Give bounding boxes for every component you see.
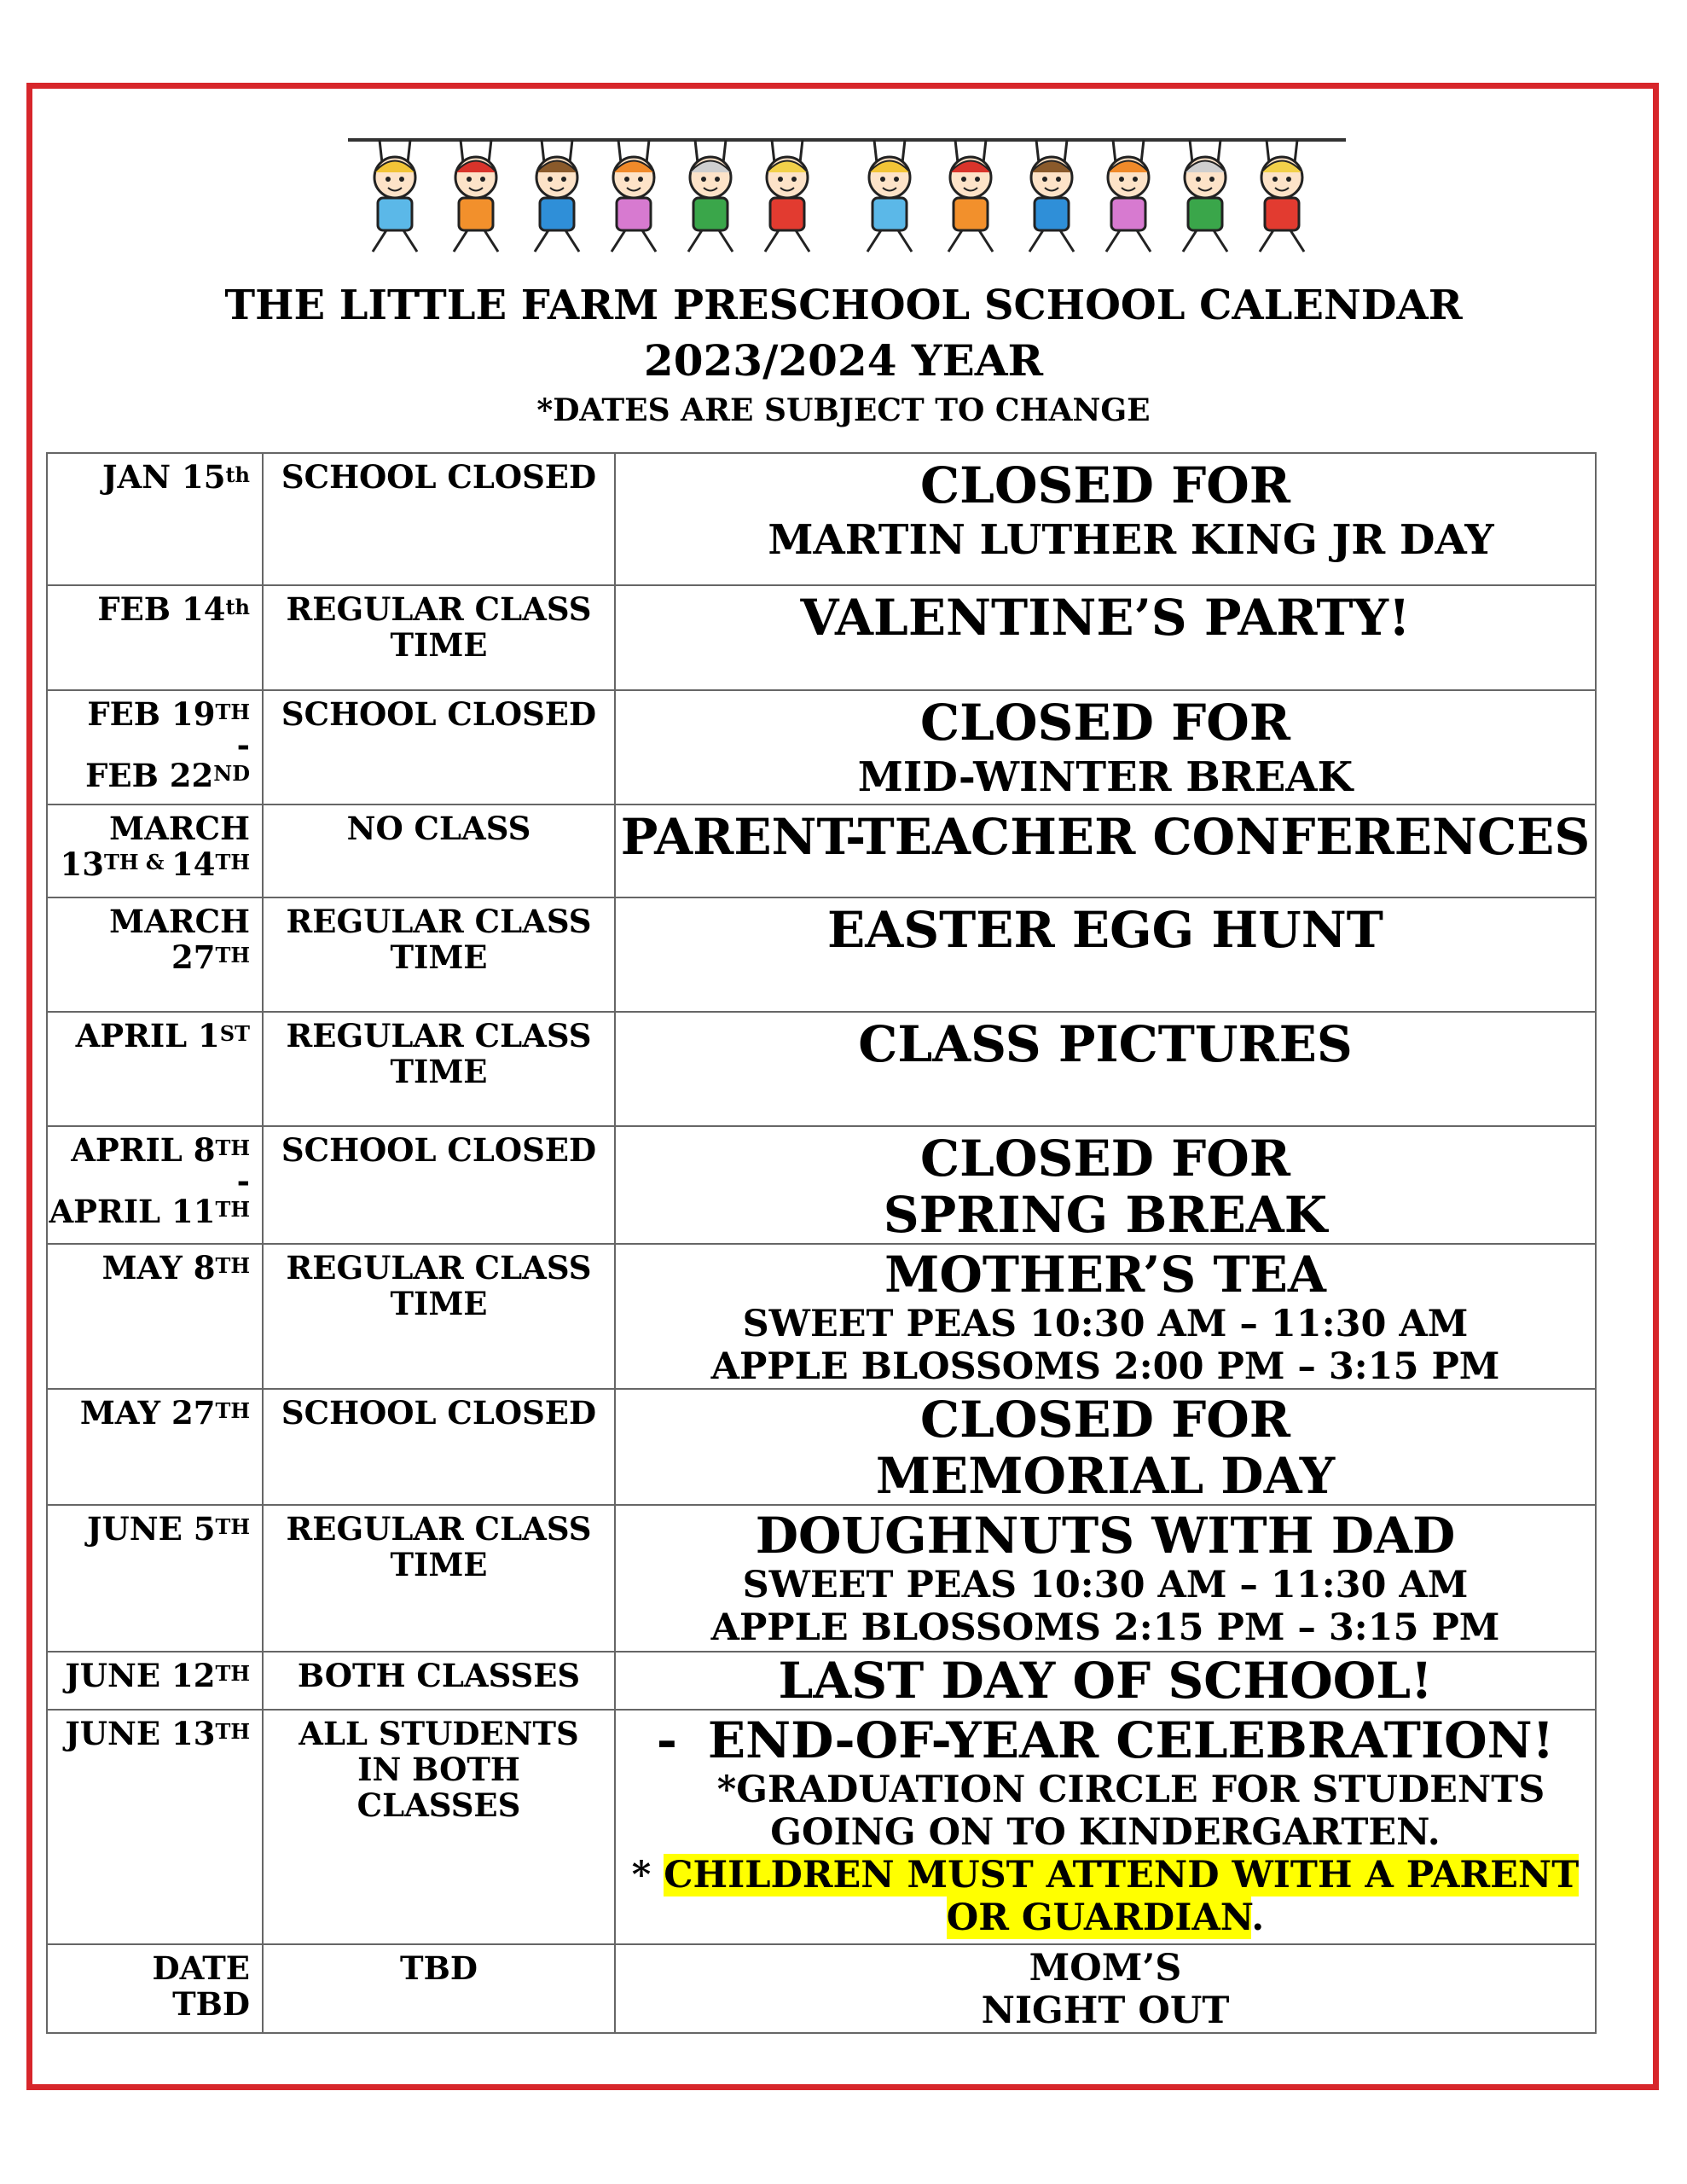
event-cell: - END-OF-YEAR CELEBRATION! *GRADUATION CIRCLE FOR STUDENTS GOING ON TO KINDERGARTEN. * CHILDREN MUST ATTEND WITH A PARENT OR GUARDIAN. — [615, 1710, 1596, 1944]
event-cell: CLOSED FOR SPRING BREAK — [615, 1126, 1596, 1244]
event-cell: CLOSED FOR MARTIN LUTHER KING JR DAY — [615, 453, 1596, 585]
table-row — [47, 1505, 1596, 1652]
table-row — [47, 453, 1596, 585]
date-cell: APRIL 8TH - APRIL 11TH — [47, 1126, 263, 1244]
date-cell: MARCH $13^{TH \&}$ 14TH — [47, 804, 263, 897]
kid-figure — [765, 140, 809, 252]
table-row — [47, 1012, 1596, 1126]
status-cell: REGULAR CLASS TIME — [263, 1505, 615, 1652]
event-cell: VALENTINE’S PARTY! — [615, 585, 1596, 690]
date-cell: FEB 14th — [47, 585, 263, 690]
event-cell: LAST DAY OF SCHOOL! — [615, 1652, 1596, 1710]
event-cell: CLASS PICTURES — [615, 1012, 1596, 1126]
table-row — [47, 1244, 1596, 1389]
hanging-kids-illustration — [348, 111, 1346, 256]
date-cell: JUNE 13TH — [47, 1710, 263, 1944]
kid-figure — [1106, 140, 1151, 252]
date-cell: MARCH 27TH — [47, 897, 263, 1012]
status-cell: REGULAR CLASS TIME — [263, 1012, 615, 1126]
status-cell: REGULAR CLASS TIME — [263, 897, 615, 1012]
kid-figure — [454, 140, 498, 252]
date-cell: JUNE 12TH — [47, 1652, 263, 1710]
table-row — [47, 1652, 1596, 1710]
table-row — [47, 1944, 1596, 2033]
kid-figure — [867, 140, 912, 252]
table-row — [47, 804, 1596, 897]
kid-figure — [688, 140, 733, 252]
table-row — [47, 897, 1596, 1012]
table-row — [47, 1389, 1596, 1505]
calendar-table — [46, 452, 1597, 2034]
date-cell: JAN 15th — [47, 453, 263, 585]
highlighted-notice: OR GUARDIAN — [946, 1896, 1252, 1939]
status-cell: SCHOOL CLOSED — [263, 1389, 615, 1505]
kid-figure — [612, 140, 656, 252]
event-cell: MOTHER’S TEA SWEET PEAS 10:30 AM – 11:30 AM APPLE BLOSSOMS 2:00 PM – 3:15 PM — [615, 1244, 1596, 1389]
date-cell: APRIL 1ST — [47, 1012, 263, 1126]
table-row — [47, 585, 1596, 690]
event-cell: MOM’S NIGHT OUT — [615, 1944, 1596, 2033]
status-cell: ALL STUDENTS IN BOTH CLASSES — [263, 1710, 615, 1944]
table-row — [47, 1710, 1596, 1944]
kid-figure — [1260, 140, 1304, 252]
status-cell: REGULAR CLASS TIME — [263, 1244, 615, 1389]
date-cell: MAY 8TH — [47, 1244, 263, 1389]
event-cell: PARENT-TEACHER CONFERENCES — [615, 804, 1596, 897]
status-cell: SCHOOL CLOSED — [263, 690, 615, 804]
status-cell: NO CLASS — [263, 804, 615, 897]
event-cell: CLOSED FOR MEMORIAL DAY — [615, 1389, 1596, 1505]
event-cell: DOUGHNUTS WITH DAD SWEET PEAS 10:30 AM – 11:30 AM APPLE BLOSSOMS 2:15 PM – 3:15 PM — [615, 1505, 1596, 1652]
status-cell: TBD — [263, 1944, 615, 2033]
status-cell: SCHOOL CLOSED — [263, 1126, 615, 1244]
date-cell: FEB 19TH - FEB 22ND — [47, 690, 263, 804]
status-cell: REGULAR CLASS TIME — [263, 585, 615, 690]
date-cell: DATE TBD — [47, 1944, 263, 2033]
event-cell: CLOSED FOR MID-WINTER BREAK — [615, 690, 1596, 804]
kid-figure — [948, 140, 993, 252]
kid-figure — [1183, 140, 1227, 252]
highlighted-notice: CHILDREN MUST ATTEND WITH A PARENT — [664, 1854, 1580, 1896]
date-cell: JUNE 5TH — [47, 1505, 263, 1652]
page-subtitle-year: 2023/2024 YEAR — [643, 335, 1044, 386]
page-title: THE LITTLE FARM PRESCHOOL SCHOOL CALENDAR — [224, 282, 1463, 329]
event-cell: EASTER EGG HUNT — [615, 897, 1596, 1012]
dates-change-note: *DATES ARE SUBJECT TO CHANGE — [536, 392, 1151, 428]
date-cell: MAY 27TH — [47, 1389, 263, 1505]
kid-figure — [373, 140, 417, 252]
table-row — [47, 1126, 1596, 1244]
kid-figure — [1029, 140, 1074, 252]
table-row — [47, 690, 1596, 804]
status-cell: BOTH CLASSES — [263, 1652, 615, 1710]
kid-figure — [535, 140, 579, 252]
status-cell: SCHOOL CLOSED — [263, 453, 615, 585]
